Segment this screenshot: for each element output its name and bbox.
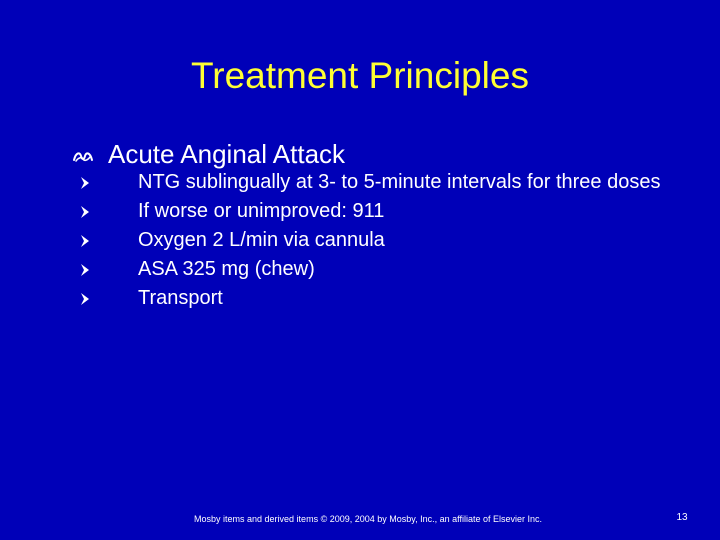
arrow-bullet-icon: [78, 292, 92, 306]
sub-bullet-item: [78, 255, 678, 284]
sub-bullet-text: If worse or unimproved: 911: [138, 200, 385, 222]
sub-bullet-text: Oxygen 2 L/min via cannula: [138, 229, 385, 251]
sub-bullet-item: [78, 284, 678, 313]
slide-title: Treatment Principles: [191, 55, 529, 96]
main-bullet-row: [72, 138, 692, 172]
sub-bullet-item: [78, 168, 678, 197]
main-bullet-block: [72, 138, 692, 172]
main-bullet-text: Acute Anginal Attack: [108, 139, 346, 169]
sub-bullet-item: [78, 197, 678, 226]
sub-bullet-list: [78, 168, 678, 313]
copyright-footer: Mosby items and derived items © 2009, 2004 by Mosby, Inc., an affiliate of Elsevier Inc.: [194, 514, 542, 524]
arrow-bullet-icon: [78, 234, 92, 248]
sub-bullet-text: ASA 325 mg (chew): [138, 258, 315, 280]
arrow-bullet-icon: [78, 205, 92, 219]
arrow-bullet-icon: [78, 176, 92, 190]
arrow-bullet-icon: [78, 263, 92, 277]
sub-bullet-text: NTG sublingually at 3- to 5-minute intervals for three doses: [138, 171, 661, 193]
page-number: 13: [676, 512, 688, 523]
sub-bullet-item: [78, 226, 678, 255]
sub-bullet-text: Transport: [138, 287, 223, 309]
ribbon-bullet-icon: [72, 149, 94, 163]
